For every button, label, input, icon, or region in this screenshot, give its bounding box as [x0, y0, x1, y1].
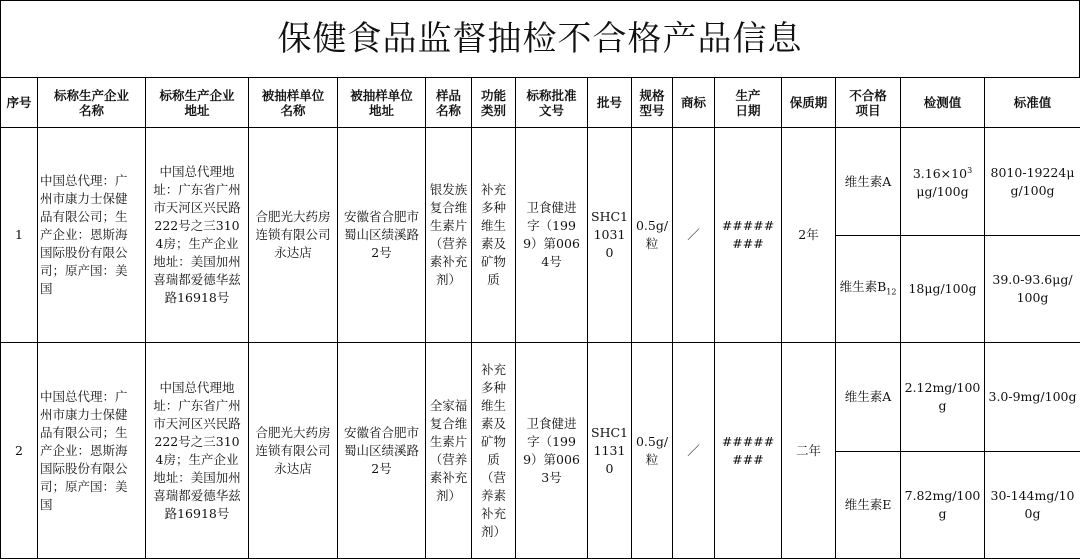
header-row — [1, 78, 1080, 128]
cell-company-address: 中国总代理地址：广东省广州市天河区兴民路222号之三3104房；生产企业地址：美国加州喜瑞都爱德华兹路16918号 — [146, 128, 249, 343]
header-sample-name: 样品名称 — [426, 78, 472, 128]
header-production-date: 生产日期 — [715, 78, 782, 128]
cell-function: 补充多种维生素及矿物质 — [472, 128, 516, 343]
table-row — [1, 128, 1080, 236]
cell-sampled-unit-address: 安徽省合肥市蜀山区绩溪路2号 — [338, 343, 426, 559]
cell-spec: 0.5g/粒 — [632, 128, 673, 343]
cell-failed-item: 维生素E — [836, 451, 901, 558]
cell-brand: ／ — [673, 343, 715, 559]
cell-failed-item: 维生素$B_{12}$ — [836, 236, 901, 343]
cell-shelf-life: 2年 — [782, 128, 836, 343]
header-failed-item: 不合格项目 — [836, 78, 901, 128]
cell-measured-value: 2.12mg/100g — [901, 343, 985, 451]
unqualified-products-table — [0, 77, 1080, 559]
cell-company-address: 中国总代理地址：广东省广州市天河区兴民路222号之三3104房；生产企业地址：美国加州喜瑞都爱德华兹路16918号 — [146, 343, 249, 559]
header-company-name: 标称生产企业名称 — [38, 78, 146, 128]
cell-approval-no: 卫食健进字（1999）第0063号 — [516, 343, 588, 559]
cell-sampled-unit-name: 合肥光大药房连锁有限公司永达店 — [249, 343, 338, 559]
cell-production-date: ######## — [715, 343, 782, 559]
cell-batch: SHC110310 — [588, 128, 632, 343]
header-spec: 规格型号 — [632, 78, 673, 128]
cell-shelf-life: 二年 — [782, 343, 836, 559]
cell-spec: 0.5g/粒 — [632, 343, 673, 559]
header-approval-no: 标称批准文号 — [516, 78, 588, 128]
cell-function: 补充多种维生素及矿物质（营养素补充剂） — [472, 343, 516, 559]
table-row — [1, 343, 1080, 451]
cell-no: 2 — [1, 343, 38, 559]
cell-no: 1 — [1, 128, 38, 343]
cell-measured-value: $3.16\times 10^3$ μg/100g — [901, 128, 985, 236]
cell-sample-name: 全家福复合维生素片（营养素补充剂） — [426, 343, 472, 559]
page-title: 保健食品监督抽检不合格产品信息 — [0, 0, 1080, 78]
cell-company-name: 中国总代理：广州市康力士保健品有限公司；生产企业：恩斯海国际股份有限公司；原产国：美国 — [38, 343, 146, 559]
header-shelf-life: 保质期 — [782, 78, 836, 128]
cell-standard-value: 3.0-9mg/100g — [985, 343, 1080, 451]
cell-standard-value: 30-144mg/100g — [985, 451, 1080, 558]
cell-standard-value: 39.0-93.6μg/100g — [985, 236, 1080, 343]
header-batch: 批号 — [588, 78, 632, 128]
cell-sample-name: 银发族复合维生素片（营养素补充剂） — [426, 128, 472, 343]
header-company-address: 标称生产企业地址 — [146, 78, 249, 128]
cell-batch: SHC111310 — [588, 343, 632, 559]
header-sampled-unit-address: 被抽样单位地址 — [338, 78, 426, 128]
cell-measured-value: 18μg/100g — [901, 236, 985, 343]
cell-standard-value: 8010-19224μg/100g — [985, 128, 1080, 236]
header-function: 功能类别 — [472, 78, 516, 128]
cell-measured-value: 7.82mg/100g — [901, 451, 985, 558]
header-sampled-unit-name: 被抽样单位名称 — [249, 78, 338, 128]
cell-company-name: 中国总代理：广州市康力士保健品有限公司；生产企业：恩斯海国际股份有限公司；原产国：美国 — [38, 128, 146, 343]
header-no: 序号 — [1, 78, 38, 128]
cell-failed-item: 维生素A — [836, 343, 901, 451]
cell-failed-item: 维生素A — [836, 128, 901, 236]
cell-approval-no: 卫食健进字（1999）第0064号 — [516, 128, 588, 343]
header-brand: 商标 — [673, 78, 715, 128]
cell-sampled-unit-name: 合肥光大药房连锁有限公司永达店 — [249, 128, 338, 343]
cell-sampled-unit-address: 安徽省合肥市蜀山区绩溪路2号 — [338, 128, 426, 343]
cell-brand: ／ — [673, 128, 715, 343]
cell-production-date: ######## — [715, 128, 782, 343]
header-standard-value: 标准值 — [985, 78, 1080, 128]
header-measured-value: 检测值 — [901, 78, 985, 128]
